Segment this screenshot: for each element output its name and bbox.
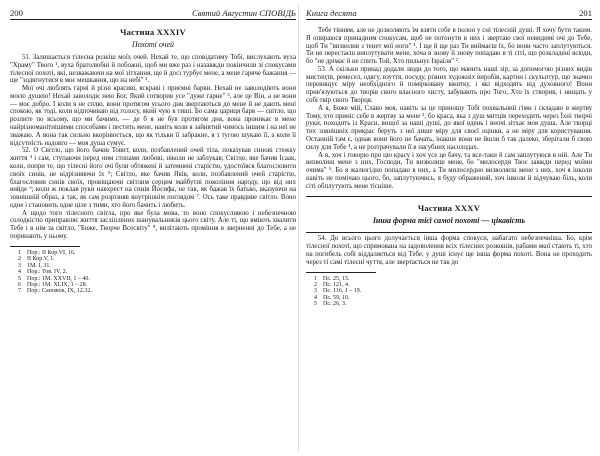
footnote: 1 Пс. 25, 15. [314, 275, 350, 282]
footnote: 5 Пор.: 1М. XXVII, 1 – 40. [18, 275, 90, 282]
chapter-subtitle: Похоті очей [131, 40, 175, 49]
left-page-number: 200 [10, 8, 23, 18]
right-running-title: Книга десята [306, 8, 357, 18]
paragraph: 54. До всього цього долучається інша форма спокуси, набагато небезпечніша. Бо, крім тілесної похоті, що спрямована на задоволення всіх тілесних розкошів, рабами якої стають ті, хто на погибель собі віддаляється від Тебе, у душі існує ще інша форма похоті. Вона не проходить через ті самі тілесні чуття, але звертається не так до [306, 235, 592, 266]
footnote: 3 1М. І, 31. [18, 262, 51, 269]
footnote: 4 Пор.: Тов. IV, 2. [18, 269, 68, 276]
footnote: 7 Пор.: Сапожок, IX, 12.32. [18, 288, 92, 295]
chapter-subtitle: Інша форма тієї самої похоті — цікавість [372, 216, 526, 226]
paragraph: А я, Боже мій, Славо моя, навіть за це приношу Тобі похвальний гімн і складаю в жертву Тому, хто приніс себе в жертву за мене ³, бо краса, яка з душ митців переходить через Їхні творчі руки, походить із Краси, вищої за наші душі, до якої вдень і вночі зітхає моя душа. Але творці тих зовнішніх прикрас беруть з неї лише міру для своєї оцінки, а не міру для користування. Останній там є, однак вони його не бачать, інакше вони не йшли б так далеко, зберігали б свою силу для Тебе ⁴, а не розтрачували її в пагубних насолодах. [306, 104, 592, 151]
footnote: 2 ІІ Кор.V, 1. [18, 256, 55, 263]
paragraph: 52. О Світло, що його бачив Товит, коли, позбавлений очей тіла, показував синові стежку життя ⁴ і сам, ступаючи перед ним стопами любові, ніколи не заблукав; Світло, яке бачив Ісаак, коли, попри те, що тілесні його очі були обтяжені й затемнені старістю, удостоївся благословити своїх синів, не відрізняючи їх ⁵; Світло, яке бачив Яків, коли, позбавлений очей старістю, благословив синів своїх, провіщаючи світлим серцем майбутні покоління народу, що від них вийде ⁶; коли ж поклав руки навхрест на синів Йосифа, не так, як бажав їх батько, вказуючи на зовнішній образ, а так, як сам розрізняв внутрішнім поглядом ⁷. Ось таке правдиве світло. Воно одне і становить одне ціле з тими, хто його бачить і любить. [10, 147, 296, 209]
footnote: 5 Пс. 26, 3. [314, 301, 347, 308]
footnote: 1 Пор.: ІІ Кор.VI, 16. [18, 249, 76, 256]
book-gutter [298, 4, 299, 452]
right-page-number: 201 [579, 8, 592, 18]
footnote: 2 Пс. 121, 4. [314, 281, 350, 288]
chapter-heading-box [306, 196, 592, 233]
footnote: 3 Пс. 116, 1 – 19. [314, 288, 362, 295]
left-running-head [10, 8, 296, 20]
footnotes [10, 250, 296, 295]
chapter-title: Частина XXXV [417, 203, 481, 214]
paragraph: 53. А скільки принад додали люди до того, що манить наші зір, за допомогою різних видів мистецтв, ремесел, одягу, взуття, посуду, різних художніх виробів, картин і скульптур, що значно перевищує міру необхідного й помірковану вжитку, і які відходять від духовного! Вони прив'язуються до творів свого власного хисту, забувають про Того, Хто їх створив, і нищать у собі твір свого Творця. [306, 65, 592, 105]
footnote: 4 Пс. 59, 10. [314, 294, 350, 301]
paragraph: А щодо того тілесного світла, про яке була мова, то воно спокусливою і небезпечною солодкістю приправляє життя засліплених шанувальників цього світу. Але ті, що вміють хвалити Тебе і в нім за світло, "Боже, Творче Всесвіту" ⁸, вилітають проміння в зверненні до Тебе, а не поринають у ньому. [10, 209, 296, 240]
right-page [306, 8, 592, 448]
right-running-head [306, 8, 592, 20]
paragraph: 51. Залишається тілесна розкіш моїх очей. Нехай те, що сповідатиму Тобі, вислухають вуха "Храму" Твого ¹, вуха братолюбні й побожні, щоб ми вже раз і назавжди покінчили зі спокусами тілесної похоті, які, незважаючи на мої зітхання, ще й досі турбує мене, а мене гаряче бажання — ще "зодягнутися в моє мешкання, що на небі" ². [10, 54, 296, 85]
paragraph: А я, хоч і говорю про цю красу і хоч усе це бачу, та все-таки й сам заплутуюся в ній. Але Ти визволиш мене з них, Господи, Ти визволиш мене, бо "милосердя Твоє завжди перед моїми очима" ⁵. Бо я жалюгідно попадаю в них, а Ти милосердно визволяєш мене з них, хоч я інколи навіть не помічаю цього, бо, заплутуючись, я буду ображений, хоч інколи й відчуваю біль, коли сіті обплутують мене тісніше. [306, 151, 592, 190]
paragraph: Мої очі люблять гарні й різні красиві, яскраві і приємні барви. Нехай не заволодіють вони моєю душею! Нехай заволодіє нею Бог, Який сотворив усе "дуже гарне" ³, але це Він, а не вони — моє добро. І коли я не сплю, вони протягом усього дня звертаються до мене й не дають мені спокою, як тоді, коли відпочиваю від голосу, який чую в тиші. Бо сама цариця барв — світло, що розлите по всьому, що ми бачимо, — де б я не був протягом дня, вона проникає в мене найрізноманітнішими способами і пестить мене, навіть коли я зайнятий чимось іншим і на неї не зважаю. А вона так сильно вкорінюється, що як тільки її забракне, я з тугою шукаю її, а коли її відсутність надовго — моя душа сумує. [10, 85, 296, 147]
chapter-title: Частина XXXIV [120, 27, 186, 37]
left-running-title: Святий Августин СПОВІДЬ [192, 8, 296, 18]
left-page [10, 8, 296, 448]
footnote-divider [10, 246, 80, 247]
paragraph: Тебе тінням, але не дозволяють їм взяти себе в полон у сні тілесній душі. Я хочу бути таким. Я опираюся принадним спокусам, щоб не потонути в них і звертаю свої невидимі очі до Тебе, щоб Ти "визволив з тенет мої ноги" ¹. І ще й ще раз Ти виймаєш їх, бо вони часто заплутуються. Ти не перестаєш виплутувати мене, хоча я знову й знову попадаю в ті сіті, що розкладені всюди, бо "не дрімає й не спить Той, Хто пильнує Ізраїля" ². [306, 27, 592, 66]
footnote: 6 Пор.: 1М. XLIX, 1 – 28. [18, 282, 88, 289]
footnotes [306, 276, 592, 308]
footnote-divider [306, 272, 376, 273]
